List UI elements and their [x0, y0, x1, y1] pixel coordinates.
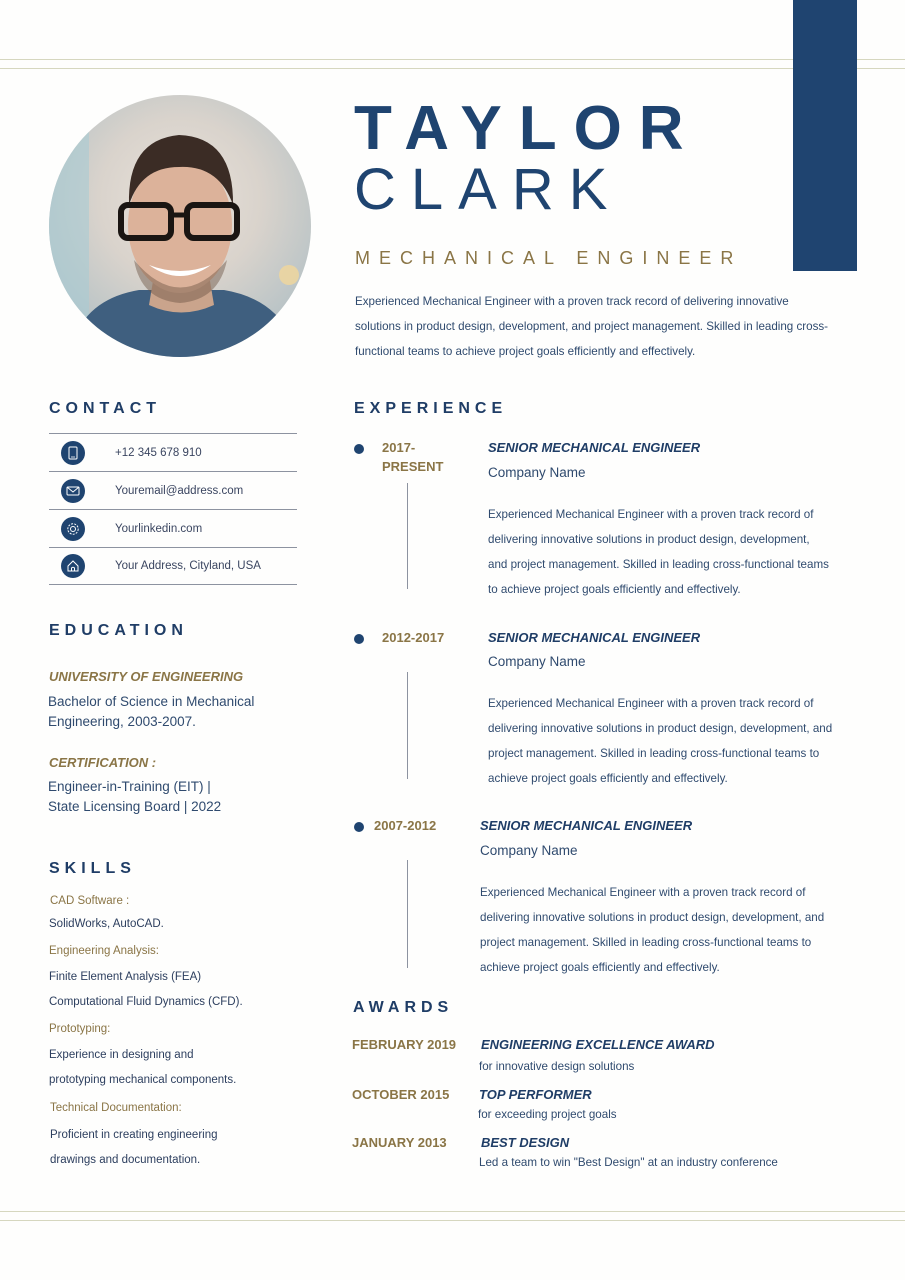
- exp-date: [382, 438, 443, 476]
- contact-list: [49, 433, 297, 585]
- certification-label: CERTIFICATION :: [49, 755, 157, 770]
- desc-line: achieve project goals efficiently and effectively.: [488, 772, 728, 785]
- timeline-line: [407, 672, 408, 779]
- award-name: BEST DESIGN: [481, 1135, 570, 1150]
- education-heading: EDUCATION: [49, 622, 188, 639]
- award-name: ENGINEERING EXCELLENCE AWARD: [481, 1037, 715, 1052]
- award-name: TOP PERFORMER: [479, 1087, 592, 1102]
- last-name: CLARK: [354, 157, 623, 222]
- bottom-rule-2: [0, 1220, 905, 1221]
- phone-text[interactable]: +12 345 678 910: [115, 446, 202, 459]
- desc-line: Experienced Mechanical Engineer with a proven track record of: [480, 886, 806, 899]
- profile-photo: [49, 95, 311, 357]
- home-icon: [61, 554, 85, 578]
- desc-line: Experienced Mechanical Engineer with a proven track record of: [488, 508, 814, 521]
- gear-icon: [61, 517, 85, 541]
- skill-text: Finite Element Analysis (FEA): [49, 971, 202, 983]
- contact-email: [49, 471, 297, 509]
- skills-heading: SKILLS: [49, 860, 136, 877]
- bottom-rule-1: [0, 1211, 905, 1212]
- exp-date-line-2: PRESENT: [382, 459, 444, 474]
- degree-line-1: Bachelor of Science in Mechanical: [48, 694, 255, 709]
- desc-line: to achieve project goals efficiently and effectively.: [488, 583, 741, 596]
- top-rule-2: [0, 68, 905, 69]
- desc-line: project management. Skilled in leading cross-functional teams to: [480, 936, 812, 949]
- contact-linkedin: [49, 509, 297, 547]
- skill-head-analysis: Engineering Analysis:: [49, 945, 159, 957]
- award-date: FEBRUARY 2019: [352, 1037, 457, 1052]
- desc-line: Experienced Mechanical Engineer with a proven track record of: [488, 697, 814, 710]
- email-text[interactable]: Youremail@address.com: [115, 484, 244, 497]
- email-icon: [61, 479, 85, 503]
- degree-line-2: Engineering, 2003-2007.: [48, 713, 196, 729]
- degree: [48, 692, 254, 731]
- skill-head-cad: CAD Software :: [50, 895, 130, 907]
- phone-icon: [61, 441, 85, 465]
- exp-date: 2007-2012: [374, 818, 437, 833]
- desc-line: delivering innovative solutions in product design, development, and: [488, 722, 833, 735]
- skill-head-documentation: Technical Documentation:: [50, 1102, 182, 1114]
- linkedin-text[interactable]: Yourlinkedin.com: [115, 522, 203, 535]
- award-date: JANUARY 2013: [352, 1135, 447, 1150]
- skill-text: Computational Fluid Dynamics (CFD).: [49, 996, 243, 1008]
- contact-phone: [49, 433, 297, 471]
- timeline-dot: [354, 634, 364, 644]
- exp-role: SENIOR MECHANICAL ENGINEER: [488, 440, 701, 455]
- exp-company: Company Name: [488, 465, 586, 480]
- exp-description: [488, 502, 868, 602]
- accent-bar: [793, 0, 857, 271]
- exp-company: Company Name: [480, 843, 578, 858]
- job-title: MECHANICAL ENGINEER: [355, 248, 743, 268]
- exp-role: SENIOR MECHANICAL ENGINEER: [480, 818, 693, 833]
- contact-address: [49, 547, 297, 585]
- exp-company: Company Name: [488, 654, 586, 669]
- timeline-line: [407, 483, 408, 589]
- desc-line: project management. Skilled in leading cross-functional teams to: [488, 747, 820, 760]
- desc-line: delivering innovative solutions in product design, development,: [488, 533, 810, 546]
- cert-line-2: State Licensing Board | 2022: [48, 798, 222, 814]
- contact-heading: CONTACT: [49, 400, 162, 417]
- skill-head-prototyping: Prototyping:: [49, 1023, 111, 1035]
- timeline-line: [407, 860, 408, 968]
- school-name: UNIVERSITY OF ENGINEERING: [49, 669, 244, 684]
- awards-heading: AWARDS: [353, 999, 454, 1016]
- top-rule-1: [0, 59, 905, 60]
- first-name: TAYLOR: [354, 94, 701, 163]
- skill-text: Proficient in creating engineering: [50, 1129, 218, 1141]
- desc-line: achieve project goals efficiently and effectively.: [480, 961, 720, 974]
- exp-role: SENIOR MECHANICAL ENGINEER: [488, 630, 701, 645]
- award-description: for innovative design solutions: [479, 1060, 635, 1073]
- person-illustration-icon: [49, 95, 311, 357]
- award-description: for exceeding project goals: [478, 1108, 617, 1121]
- desc-line: and project management. Skilled in leading cross-functional teams: [488, 558, 829, 571]
- cert-line-1: Engineer-in-Training (EIT) |: [48, 779, 211, 794]
- skill-text: prototyping mechanical components.: [49, 1074, 237, 1086]
- award-date: OCTOBER 2015: [352, 1087, 450, 1102]
- exp-date-line-1: 2017-: [382, 440, 416, 455]
- skill-text: Experience in designing and: [49, 1049, 194, 1061]
- certification: [48, 777, 221, 816]
- exp-description: [488, 691, 868, 791]
- timeline-dot: [354, 444, 364, 454]
- timeline-dot: [354, 822, 364, 832]
- experience-heading: EXPERIENCE: [354, 400, 508, 417]
- skill-text: SolidWorks, AutoCAD.: [49, 918, 164, 930]
- exp-date: 2012-2017: [382, 630, 445, 645]
- skill-text: drawings and documentation.: [50, 1154, 201, 1166]
- award-description: Led a team to win "Best Design" at an industry conference: [479, 1156, 778, 1169]
- desc-line: delivering innovative solutions in product design, development, and: [480, 911, 825, 924]
- profile-summary: Experienced Mechanical Engineer with a proven track record of delivering innovative solutions in product design, development, and project management. Skilled in leading cross-functional teams to achieve project goals efficiently and effectively.: [355, 295, 829, 358]
- address-text: Your Address, Cityland, USA: [115, 560, 261, 572]
- exp-description: [480, 880, 860, 980]
